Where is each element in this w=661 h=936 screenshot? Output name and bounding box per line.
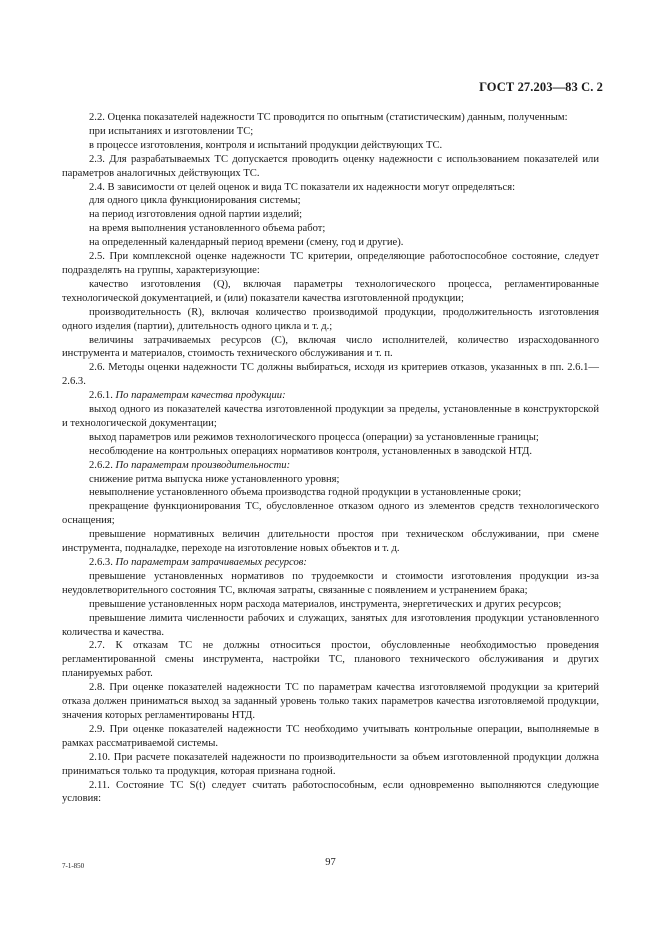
- clause-heading: По параметрам качества продукции:: [115, 390, 286, 402]
- paragraph: выход одного из показателей качества изготовленной продукции за пределы, установленные в конструкторской и технологической документации;: [62, 404, 599, 429]
- paragraph: для одного цикла функционирования системы;: [89, 195, 301, 207]
- paragraph: [62, 556, 599, 570]
- paragraph: 2.7. К отказам ТС не должны относиться простои, обусловленные необходимостью проведения регламентированной смены инструмента, настройки ТС, планового технического обслуживания и других планируемых работ.: [62, 640, 599, 680]
- clause-heading: По параметрам затрачиваемых ресурсов:: [115, 557, 307, 568]
- paragraph: 2.6. Методы оценки надежности ТС должны выбираться, исходя из критериев отказов, указанных в пп. 2.6.1—2.6.3.: [62, 362, 599, 388]
- clause-number: 2.6.3.: [89, 557, 113, 568]
- paragraph: превышение лимита численности рабочих и служащих, занятых для изготовления продукции установленного количества и качества.: [62, 612, 599, 638]
- paragraph: производительность (R), включая количество производимой продукции, продолжительность изготовления одного изделия (партии), длительность одного цикла и т. д.;: [62, 306, 599, 332]
- print-code: 7-1-850: [62, 862, 85, 870]
- paragraph: в процессе изготовления, контроля и испытаний продукции действующих ТС.: [89, 139, 443, 151]
- paragraph: 2.4. В зависимости от целей оценок и вида ТС показатели их надежности могут определяться:: [89, 181, 516, 193]
- paragraph: 2.2. Оценка показателей надежности ТС проводится по опытным (статистическим) данным, полученным:: [89, 112, 568, 123]
- paragraph: 2.5. При комплексной оценке надежности ТС критерии, определяющие работоспособное состояние, следует подразделять на группы, характеризующие:: [62, 251, 599, 276]
- clause-heading: По параметрам производительности:: [115, 459, 291, 471]
- paragraph: превышение нормативных величин длительности простоя при техническом обслуживании, при смене инструмента, подналадке, переходе на изготовление новых объектов и т. д.: [62, 529, 599, 555]
- paragraph: [62, 459, 599, 473]
- paragraph: на время выполнения установленного объема работ;: [89, 223, 326, 235]
- paragraph: на период изготовления одной партии изделий;: [89, 209, 303, 221]
- paragraph: 2.11. Состояние ТС S(t) следует считать работоспособным, если одновременно выполняются следующие условия:: [62, 779, 599, 805]
- paragraph: невыполнение установленного объема производства годной продукции в установленные сроки;: [89, 487, 522, 499]
- paragraph: [62, 389, 599, 403]
- paragraph: снижение ритма выпуска ниже установленного уровня;: [89, 473, 340, 485]
- page-number: 97: [325, 857, 336, 868]
- paragraph: прекращение функционирования ТС, обусловленное отказом одного из элементов средств технологического оснащения;: [62, 501, 599, 527]
- page-header: ГОСТ 27.203—83 С. 2: [479, 80, 603, 94]
- paragraph: на определенный календарный период времени (смену, год и другие).: [89, 237, 404, 249]
- paragraph: 2.8. При оценке показателей надежности ТС по параметрам качества изготовляемой продукции за критерий отказа должен приниматься выход за заданный уровень только таких параметров качества изготовляемой продукции, значения которых регламентированы НТД.: [62, 682, 599, 721]
- clause-number: 2.6.2.: [89, 459, 113, 471]
- clause-number: 2.6.1.: [89, 390, 113, 402]
- paragraph: величины затрачиваемых ресурсов (C), включая число исполнителей, количество израсходованного инструмента и материалов, стоимость технического обслуживания и т. п.: [62, 334, 599, 360]
- paragraph: 2.9. При оценке показателей надежности ТС необходимо учитывать контрольные операции, выполняемые в рамках рассматриваемой системы.: [62, 723, 599, 749]
- paragraph: выход параметров или режимов технологического процесса (операции) за установленные границы;: [89, 431, 539, 443]
- paragraph: превышение установленных нормативов по трудоемкости и стоимости изготовления продукции из-за неудовлетворительного состояния ТС, включая затраты, связанные с появлением и устранением брака;: [62, 570, 599, 596]
- paragraph: качество изготовления (Q), включая параметры технологического процесса, регламентированные технологической документацией, и (или) показатели качества изготовленной продукции;: [62, 278, 599, 304]
- paragraph: при испытаниях и изготовлении ТС;: [89, 125, 254, 137]
- paragraph: 2.10. При расчете показателей надежности по производительности за объем изготовленной продукции должна приниматься только та продукция, которая признана годной.: [62, 751, 599, 777]
- paragraph: превышение установленных норм расхода материалов, инструмента, энергетических и других ресурсов;: [89, 598, 562, 610]
- paragraph: 2.3. Для разрабатываемых ТС допускается проводить оценку надежности с использованием показателей или параметров аналогичных действующих ТС.: [62, 153, 599, 179]
- paragraph: несоблюдение на контрольных операциях нормативов контроля, установленных в заводской НТД.: [89, 445, 533, 457]
- document-body: [62, 111, 599, 806]
